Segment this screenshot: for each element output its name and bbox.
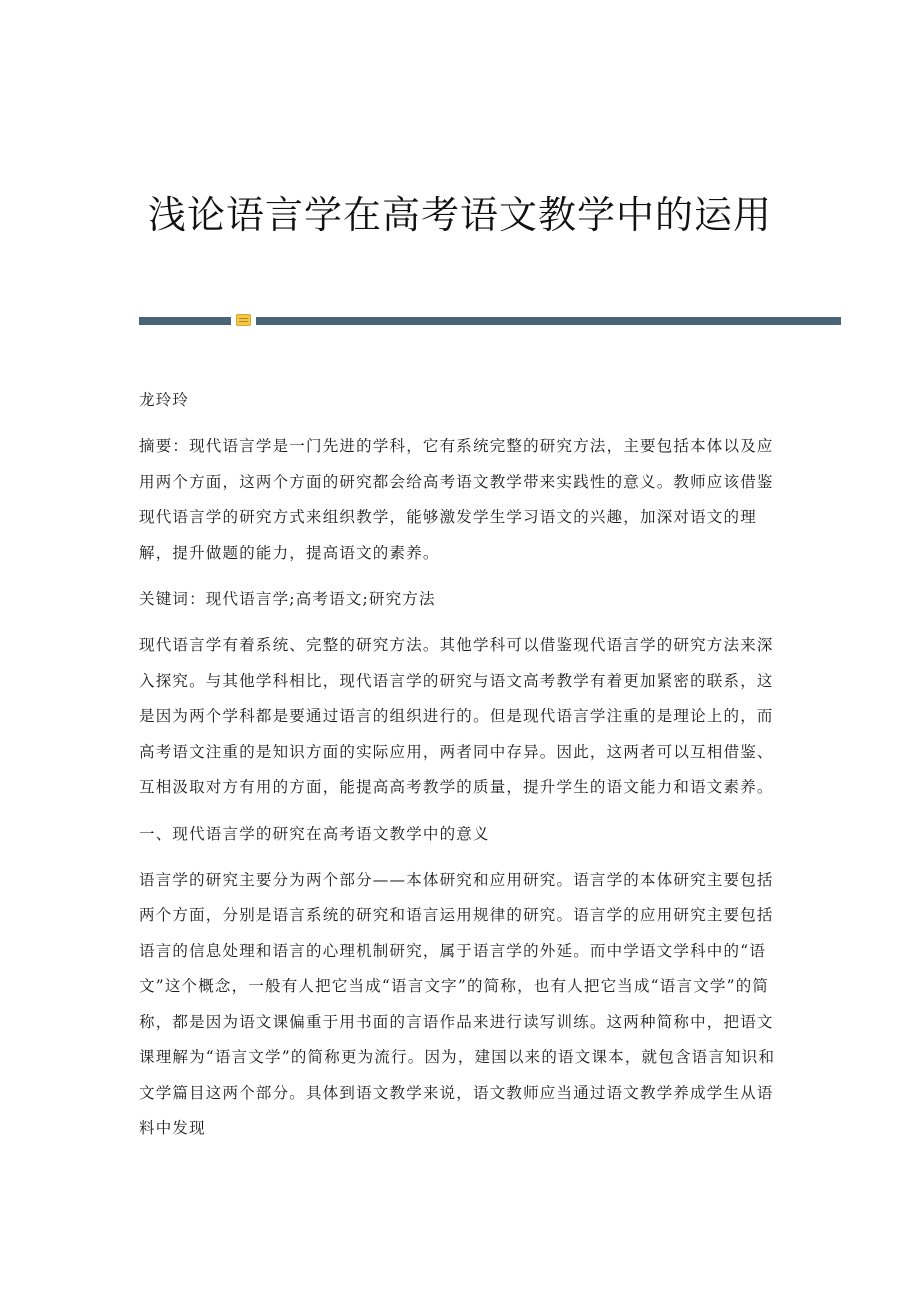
divider-ornament-icon [236,314,251,326]
keywords-line: 关键词：现代语言学;高考语文;研究方法 [139,590,436,608]
author-name: 龙玲玲 [139,391,190,409]
section-heading: 一、现代语言学的研究在高考语文教学中的意义 [139,824,490,843]
document-title: 浅论语言学在高考语文教学中的运用 [147,193,772,237]
divider-bar-left [139,317,231,325]
title-divider [139,313,841,327]
divider-bar-right [256,317,841,325]
abstract-paragraph: 摘要：现代语言学是一门先进的学科，它有系统完整的研究方法，主要包括本体以及应用两个方面，这两个方面的研究都会给高考语文教学带来实践性的意义。教师应该借鉴现代语言学的研究方式来组织教学，能够激发学生学习语文的兴趣，加深对语文的理解，提升做题的能力，提高语文的素养。 [139,437,774,562]
section-paragraph: 语言学的研究主要分为两个部分——本体研究和应用研究。语言学的本体研究主要包括两个方面，分别是语言系统的研究和语言运用规律的研究。语言学的应用研究主要包括语言的信息处理和语言的心理机制研究，属于语言学的外延。而中学语文学科中的“语文”这个概念，一般有人把它当成“语言文字”的简称，也有人把它当成“语言文学”的简称，都是因为语文课偏重于用书面的言语作品来进行读写训练。这两种简称中，把语文课理解为“语言文学”的简称更为流行。因为，建国以来的语文课本，就包含语言知识和文学篇目这两个部分。具体到语文教学来说，语文教师应当通过语文教学养成学生从语料中发现 [139,870,776,1137]
document-body [139,383,779,1158]
intro-paragraph: 现代语言学有着系统、完整的研究方法。其他学科可以借鉴现代语言学的研究方法来深入探究。与其他学科相比，现代语言学的研究与语文高考教学有着更加紧密的联系，这是因为两个学科都是要通过语言的组织进行的。但是现代语言学注重的是理论上的，而高考语文注重的是知识方面的实际应用，两者同中存异。因此，这两者可以互相借鉴、互相汲取对方有用的方面，能提高高考教学的质量，提升学生的语文能力和语文素养。 [139,636,774,796]
